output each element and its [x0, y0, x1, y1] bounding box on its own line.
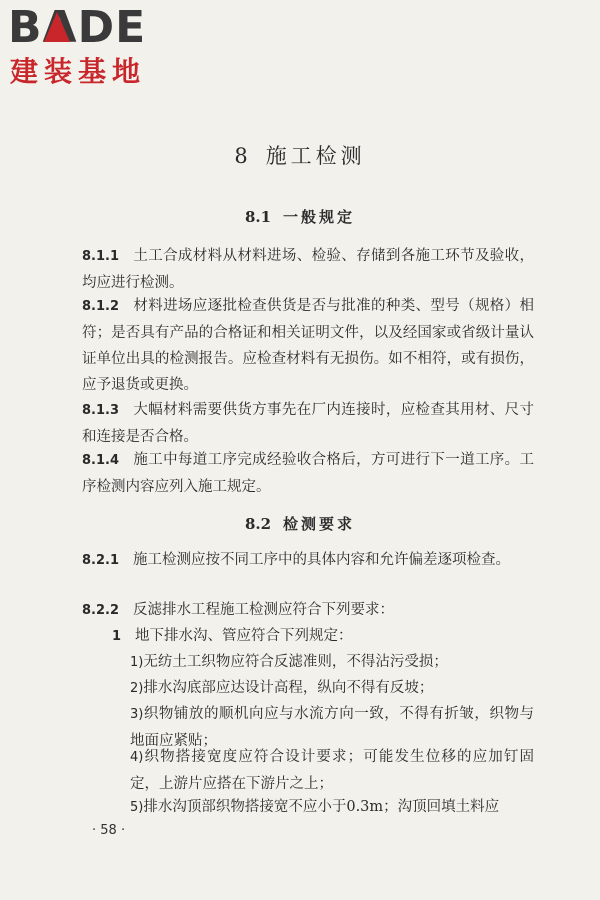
clause-text: 施工检测应按不同工序中的具体内容和允许偏差逐项检查。 [133, 552, 511, 568]
clause-8-1-1 [82, 243, 534, 296]
subitem-2 [130, 675, 534, 702]
clause-8-2-1 [82, 547, 534, 574]
section-heading-8-1 [0, 206, 600, 227]
subitem-5 [130, 794, 534, 821]
subitem-1 [130, 649, 534, 676]
clause-number: 8.1.1 [82, 249, 120, 264]
clause-number: 8.1.2 [82, 299, 120, 314]
chapter-heading [0, 140, 600, 170]
chapter-number: 8 [234, 144, 252, 168]
subitem-number: 3) [130, 707, 144, 722]
clause-number: 8.2.1 [82, 553, 120, 568]
subitem-text: 排水沟底部应达设计高程，纵向不得有反坡； [143, 680, 434, 696]
section-number: 8.2 [244, 515, 272, 533]
item-number: 1 [112, 629, 122, 644]
subitem-text: 排水沟顶部织物搭接宽不应小于0.3m；沟顶回填土料应 [143, 799, 500, 815]
clause-8-2-2 [82, 597, 534, 624]
item-text: 地下排水沟、管应符合下列规定： [135, 628, 353, 644]
logo-accent-triangle [44, 12, 70, 42]
clause-8-1-4 [82, 447, 534, 500]
chapter-title: 施工检测 [265, 144, 366, 168]
brand-logo [8, 4, 178, 92]
list-item-1 [112, 623, 532, 650]
subitem-text: 织物搭接宽度应符合设计要求；可能发生位移的应加钉固定，上游片应搭在下游片之上； [130, 749, 534, 792]
section-title: 一般规定 [283, 208, 356, 226]
clause-number: 8.1.3 [82, 403, 120, 418]
subitem-text: 无纺土工织物应符合反滤准则，不得沾污受损； [143, 654, 448, 670]
subitem-number: 2) [130, 681, 144, 696]
subitem-text: 织物铺放的顺机向应与水流方向一致，不得有折皱，织物与地面应紧贴； [130, 706, 534, 749]
clause-text: 土工合成材料从材料进场、检验、存储到各施工环节及验收，均应进行检测。 [82, 248, 534, 291]
clause-8-1-3 [82, 397, 534, 450]
subitem-number: 5) [130, 800, 144, 815]
clause-number: 8.2.2 [82, 603, 120, 618]
section-title: 检测要求 [283, 515, 356, 533]
clause-text: 施工中每道工序完成经验收合格后，方可进行下一道工序。工序检测内容应列入施工规定。 [82, 452, 534, 495]
section-number: 8.1 [244, 208, 272, 226]
clause-text: 材料进场应逐批检查供货是否与批准的种类、型号（规格）相符；是否具有产品的合格证和相关证明文件，以及经国家或省级计量认证单位出具的检测报告。应检查材料有无损伤。如不相符，或有损伤，应予退货或更换。 [82, 298, 534, 393]
subitem-number: 1) [130, 655, 144, 670]
subitem-number: 4) [130, 750, 144, 765]
clause-number: 8.1.4 [82, 453, 120, 468]
logo-wordmark: BADE [8, 2, 147, 53]
clause-text: 大幅材料需要供货方事先在厂内连接时，应检查其用材、尺寸和连接是否合格。 [82, 402, 534, 445]
page-number: · 58 · [92, 823, 126, 838]
subitem-4 [130, 744, 534, 797]
clause-8-1-2 [82, 293, 534, 398]
section-heading-8-2 [0, 513, 600, 534]
logo-chinese-name: 建装基地 [10, 55, 147, 88]
clause-text: 反滤排水工程施工检测应符合下列要求： [133, 602, 395, 618]
